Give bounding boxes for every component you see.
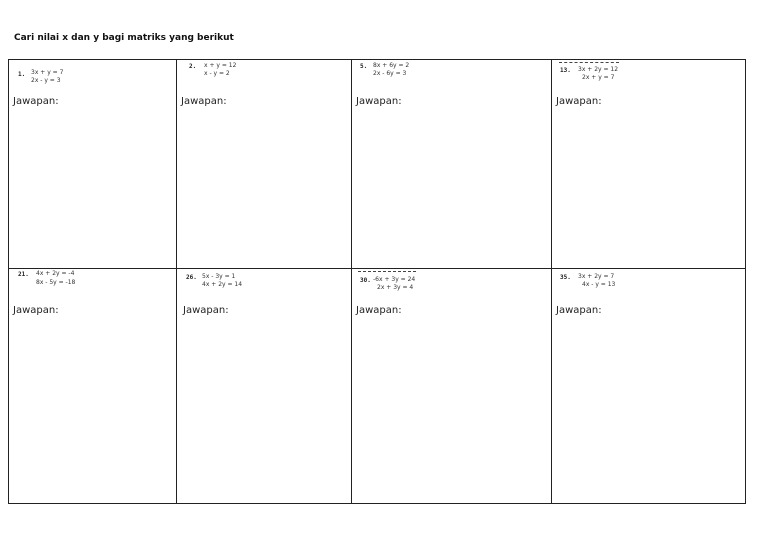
- question-cell-1: [9, 60, 176, 268]
- question-cell-8: [552, 269, 746, 504]
- equation-2: 4x - y = 13: [582, 281, 616, 288]
- question-cell-2: [177, 60, 351, 268]
- question-number: 30.: [360, 277, 371, 284]
- equation-2: 4x + 2y = 14: [202, 281, 243, 288]
- page-title: Cari nilai x dan y bagi matriks yang berikut: [14, 33, 234, 43]
- question-cell-6: [177, 269, 351, 504]
- question-number: 1.: [18, 71, 26, 78]
- question-number: 2.: [189, 63, 197, 70]
- answer-label: Jawapan:: [556, 305, 602, 316]
- question-cell-4: [552, 60, 746, 268]
- question-cell-5: [9, 269, 176, 504]
- equation-2: 2x - y = 3: [31, 77, 61, 84]
- equation-2: 2x + y = 7: [582, 74, 615, 81]
- equation-1: x + y = 12: [204, 62, 237, 69]
- equation-2: 2x + 3y = 4: [377, 284, 414, 291]
- question-number: 26.: [186, 274, 197, 281]
- equation-1: 5x - 3y = 1: [202, 273, 236, 280]
- answer-label: Jawapan:: [556, 96, 602, 107]
- dashed-rule: [559, 62, 619, 63]
- answer-label: Jawapan:: [356, 305, 402, 316]
- answer-label: Jawapan:: [13, 96, 59, 107]
- dashed-rule: [358, 271, 416, 272]
- equation-1: 3x + 2y = 7: [578, 273, 615, 280]
- question-cell-7: [352, 269, 551, 504]
- question-number: 21.: [18, 271, 29, 278]
- equation-2: 2x - 6y = 3: [373, 70, 407, 77]
- equation-2: x - y = 2: [204, 70, 230, 77]
- question-grid: [8, 59, 746, 504]
- equation-1: 3x + 2y = 12: [578, 66, 619, 73]
- question-cell-3: [352, 60, 551, 268]
- answer-label: Jawapan:: [181, 96, 227, 107]
- equation-1: 8x + 6y = 2: [373, 62, 410, 69]
- equation-1: 4x + 2y = -4: [36, 270, 75, 277]
- equation-1: -6x + 3y = 24: [373, 276, 416, 283]
- question-number: 13.: [560, 67, 571, 74]
- answer-label: Jawapan:: [356, 96, 402, 107]
- equation-1: 3x + y = 7: [31, 69, 64, 76]
- question-number: 35.: [560, 274, 571, 281]
- answer-label: Jawapan:: [13, 305, 59, 316]
- answer-label: Jawapan:: [183, 305, 229, 316]
- equation-2: 8x - 5y = -18: [36, 279, 76, 286]
- question-number: 5.: [360, 63, 368, 70]
